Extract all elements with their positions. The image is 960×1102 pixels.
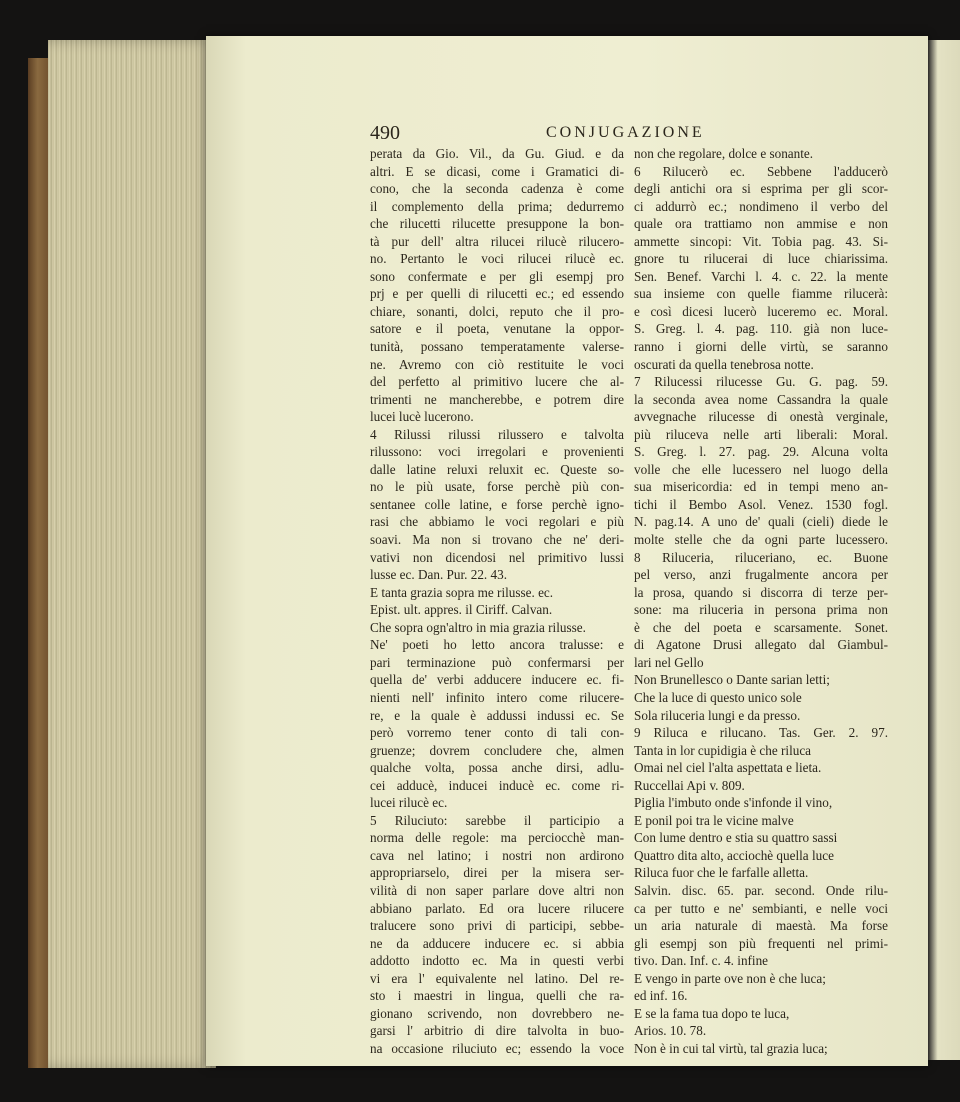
- facing-page-edge: [928, 40, 960, 1060]
- text-line: lusse ec. Dan. Pur. 22. 43.: [370, 567, 507, 583]
- text-line: di Agatone Drusi allegato dal Giambul-: [634, 637, 888, 653]
- text-line: tunità, possano temperatamente valerse-: [370, 339, 624, 355]
- text-line: sto i maestri in lingua, quelli che ra-: [370, 988, 624, 1004]
- text-line: ammette sincopi: Vit. Tobia pag. 43. Si-: [634, 233, 888, 249]
- text-line: molte stelle che da ogni parte lucessero.: [634, 532, 888, 548]
- text-line: garsi l' arbitrio di dire talvolta in buo-: [370, 1023, 624, 1039]
- text-line: Che la luce di questo unico sole: [634, 689, 802, 705]
- text-line: gionano scrivendo, non dovrebbero ne-: [370, 1005, 624, 1021]
- text-line: ranno i giorni delle virtù, se saranno: [634, 339, 888, 355]
- text-line: quella de' verbi adducere inducere ec. fi-: [370, 672, 624, 688]
- text-line: Sola riluceria lungi e da presso.: [634, 707, 801, 723]
- text-line: la prosa, quando si discorra di terze per-: [634, 584, 888, 600]
- text-line: vativi non dicendosi nel primitivo lussi: [370, 549, 624, 565]
- text-line: re, e la quale è addussi indussi ec. Se: [370, 707, 624, 723]
- text-line: trimenti ne mancherebbe, e potrem dire: [370, 391, 624, 407]
- text-line: Non è in cui tal virtù, tal grazia luca;: [634, 1040, 828, 1056]
- text-line: dalle latine reluxi reluxit ec. Queste so-: [370, 461, 624, 477]
- text-line: sono confermate e per gli esempj pro: [370, 268, 624, 284]
- text-line: che rilucetti rilucette presuppone la bon-: [370, 216, 624, 232]
- text-line: altri. E se dicasi, come i Gramatici di-: [370, 163, 624, 179]
- text-line: degli antichi ora si esprima per gli scor-: [634, 181, 888, 197]
- text-line: E tanta grazia sopra me rilusse. ec.: [370, 584, 554, 600]
- text-line: Tanta in lor cupidigia è che riluca: [634, 742, 812, 758]
- text-line: Non Brunellesco o Dante sarian letti;: [634, 672, 830, 688]
- text-line: del perfetto al primitivo lucere che al-: [370, 374, 624, 390]
- left-text-column: [370, 145, 624, 1057]
- text-line: ed inf. 16.: [634, 988, 688, 1004]
- page-number: 490: [370, 122, 400, 144]
- text-line: rasi che abbiamo le voci regolari e più: [370, 514, 624, 530]
- text-line: vilità di non saper parlare dove altri non: [370, 882, 624, 898]
- text-line: Che sopra ogn'altro in mia grazia rilusse.: [370, 619, 586, 635]
- text-line: il complemento della prima; dedurremo: [370, 198, 624, 214]
- text-line: no le più usate, forse perchè più con-: [370, 479, 624, 495]
- text-line: nienti nell' infinito intero come rilucere-: [370, 689, 624, 705]
- text-line: 6 Rilucerò ec. Sebbene l'adducerò: [634, 163, 888, 179]
- text-line: qualche volta, possa anche dirsi, adlu-: [370, 760, 624, 776]
- text-line: sua misericordia: ed in tempi meno an-: [634, 479, 888, 495]
- text-line: Sen. Benef. Varchi l. 4. c. 22. la mente: [634, 268, 888, 284]
- text-line: ne. Avremo con ciò restituite le voci: [370, 356, 624, 372]
- text-line: satore e il poeta, venutane la oppor-: [370, 321, 624, 337]
- text-line: sua insieme con quelle fiamme rilucerà:: [634, 286, 888, 302]
- text-line: ne da adducere inducere ec. si abbia: [370, 935, 624, 951]
- text-line: e così dicesi lucerò luceremo ec. Moral.: [634, 303, 888, 319]
- text-line: Epist. ult. appres. il Ciriff. Calvan.: [370, 602, 553, 618]
- text-line: ci addurrò ec.; nondimeno il verbo del: [634, 198, 888, 214]
- text-line: Arios. 10. 78.: [634, 1023, 707, 1039]
- text-line: Piglia l'imbuto onde s'infonde il vino,: [634, 795, 833, 811]
- text-line: abbiano parlato. Ed ora lucere rilucere: [370, 900, 624, 916]
- text-line: prj e per quelli di rilucetti ec.; ed essendo: [370, 286, 624, 302]
- text-line: Ne' poeti ho letto ancora tralusse: e: [370, 637, 624, 653]
- text-line: avvegnache rilucesse di onestà verginale,: [634, 409, 888, 425]
- text-line: 8 Riluceria, riluceriano, ec. Buone: [634, 549, 888, 565]
- text-line: no. Pertanto le voci rilucei rilucè ec.: [370, 251, 624, 267]
- text-line: Con lume dentro e stia su quattro sassi: [634, 830, 838, 846]
- text-line: vi era l' equivalente nel latino. Del re-: [370, 970, 624, 986]
- text-line: cava nel latino; i nostri non ardirono: [370, 847, 624, 863]
- text-line: più riluceva nelle arti liberali: Moral.: [634, 426, 888, 442]
- text-line: cei adducè, inducei inducè ec. come ri-: [370, 777, 624, 793]
- text-line: addotto indotto ec. Ma in questi verbi: [370, 953, 624, 969]
- text-line: 4 Rilussi rilussi rilussero e talvolta: [370, 426, 624, 442]
- text-line: na occasione riluciuto ec; essendo la voce: [370, 1040, 624, 1056]
- text-line: Quattro dita alto, acciochè quella luce: [634, 847, 834, 863]
- text-line: E se la fama tua dopo te luca,: [634, 1005, 790, 1021]
- text-line: chiare, sonanti, dolci, reputo che il pro-: [370, 303, 624, 319]
- text-line: gli esempj son più frequenti nel primi-: [634, 935, 888, 951]
- text-line: S. Greg. l. 4. pag. 110. già non luce-: [634, 321, 888, 337]
- text-line: Ruccellai Api v. 809.: [634, 777, 745, 793]
- text-line: norma delle regole: ma perciocchè man-: [370, 830, 624, 846]
- text-line: lucei lucè lucerono.: [370, 409, 474, 425]
- text-line: pel verso, anzi frugalmente ancora per: [634, 567, 888, 583]
- page-header: [370, 122, 890, 144]
- text-line: E ponil poi tra le vicine malve: [634, 812, 794, 828]
- text-line: 9 Riluca e rilucano. Tas. Ger. 2. 97.: [634, 725, 888, 741]
- text-line: gruenze; dovrem concludere che, almen: [370, 742, 624, 758]
- text-line: è che del poeta e scarsamente. Sonet.: [634, 619, 888, 635]
- text-line: lari nel Gello: [634, 654, 704, 670]
- text-line: un aria naturale di maestà. Ma forse: [634, 918, 888, 934]
- text-line: ca per tutto e ne' sembianti, e nelle voci: [634, 900, 888, 916]
- text-line: E vengo in parte ove non è che luca;: [634, 970, 826, 986]
- running-title: CONJUGAZIONE: [546, 124, 705, 141]
- text-line: cono, che la seconda cadenza è come: [370, 181, 624, 197]
- page-stack-edge: [48, 40, 216, 1068]
- text-line: volle che elle lucessero nel luogo della: [634, 461, 888, 477]
- text-line: pari terminazione può confermarsi per: [370, 654, 624, 670]
- text-line: tivo. Dan. Inf. c. 4. infine: [634, 953, 769, 969]
- text-line: 7 Rilucessi rilucesse Gu. G. pag. 59.: [634, 374, 888, 390]
- text-line: tichi il Bembo Asol. Venez. 1530 fogl.: [634, 496, 888, 512]
- text-line: non che regolare, dolce e sonante.: [634, 146, 814, 161]
- text-line: sentanee colle latine, e forse perchè igno-: [370, 496, 624, 512]
- text-line: però vorremo tener conto di tali con-: [370, 725, 624, 741]
- text-line: tralucere sono privi di participi, sebbe-: [370, 918, 624, 934]
- text-line: S. Greg. l. 27. pag. 29. Alcuna volta: [634, 444, 888, 460]
- text-line: Salvin. disc. 65. par. second. Onde rilu-: [634, 882, 888, 898]
- text-line: tà pur dell' altra rilucei rilucè rilucero-: [370, 233, 624, 249]
- text-line: N. pag.14. A uno de' quali (cieli) diede le: [634, 514, 888, 530]
- text-line: appropriarselo, direi per la misera ser-: [370, 865, 624, 881]
- text-line: Riluca fuor che le farfalle alletta.: [634, 865, 809, 881]
- text-line: rilussono: voci irregolari e provenienti: [370, 444, 624, 460]
- text-line: soavi. Ma non si trovano che ne' deri-: [370, 532, 624, 548]
- text-line: oscurati da quella tenebrosa notte.: [634, 356, 814, 372]
- right-text-column: [634, 145, 888, 1057]
- text-line: lucei rilucè ec.: [370, 795, 448, 811]
- text-line: 5 Riluciuto: sarebbe il participio a: [370, 812, 624, 828]
- text-line: quale ora trattiamo non ammise e non: [634, 216, 888, 232]
- text-line: gnore tu rilucerai di luce chiarissima.: [634, 251, 888, 267]
- text-line: perata da Gio. Vil., da Gu. Giud. e da: [370, 146, 624, 161]
- text-line: la seconda avea nome Cassandra la quale: [634, 391, 888, 407]
- text-line: Omai nel ciel l'alta aspettata e lieta.: [634, 760, 822, 776]
- text-line: sone: ma riluceria in persona prima non: [634, 602, 888, 618]
